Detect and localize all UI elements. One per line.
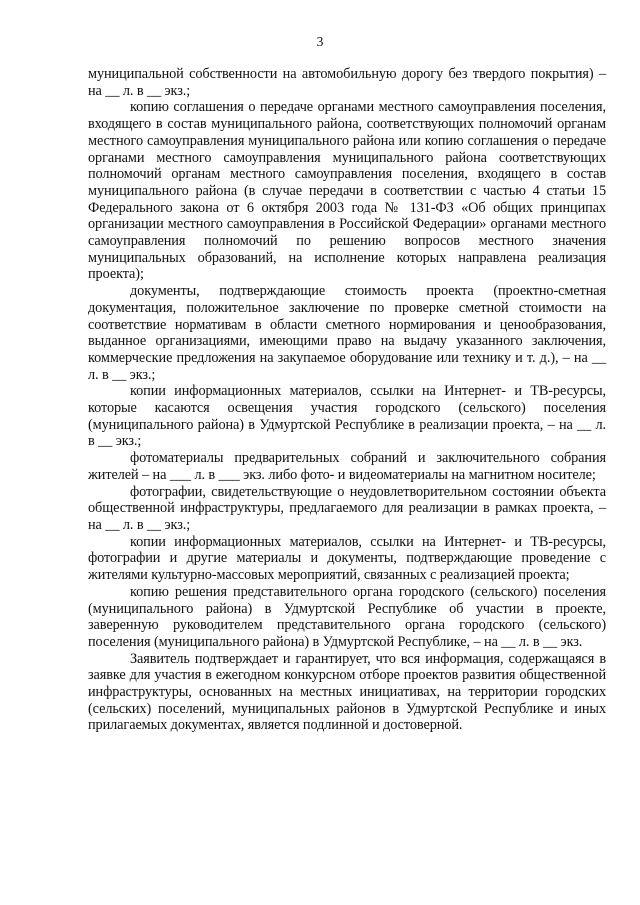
document-body: [88, 66, 606, 734]
paragraph-applicant-guarantee: Заявитель подтверждает и гарантирует, что вся информация, содержащаяся в заявке для участия в ежегодном конкурсном отборе проектов развития общественной инфраструктуры, основанных на местных инициативах, на территории городских (сельских) поселений, муниципальных районов в Удмуртской Республике и иных прилагаемых документах, является подлинной и достоверной.: [88, 650, 606, 734]
paragraph-media-materials: копии информационных материалов, ссылки на Интернет- и ТВ-ресурсы, которые касаются освещения участия городского (сельского) поселения (муниципального района) в Удмуртской Республике в реализации проекта, – на __ л. в __ экз.;: [88, 383, 606, 450]
paragraph-cultural-events: копии информационных материалов, ссылки на Интернет- и ТВ-ресурсы, фотографии и другие материалы и документы, подтверждающие проведение с жителями культурно-массовых мероприятий, связанных с реализацией проекта;: [88, 533, 606, 584]
page-number: 3: [316, 34, 324, 49]
paragraph-cost-documents: документы, подтверждающие стоимость проекта (проектно-сметная документация, положительное заключение по проверке сметной стоимости на соответствие нормативам в области сметного нормирования и ценообразования, выданное организациями, имеющими право на выдачу указанного заключения, коммерческие предложения на закупаемое оборудование или технику и т. д.), – на __ л. в __ экз.;: [88, 283, 606, 383]
paragraph-condition-photos: фотографии, свидетельствующие о неудовлетворительном состоянии объекта общественной инфраструктуры, предлагаемого для реализации в рамках проекта, – на __ л. в __ экз.;: [88, 483, 606, 533]
paragraph-agreement-copy: копию соглашения о передаче органами местного самоуправления поселения, входящего в состав муниципального района, соответствующих полномочий органам местного самоуправления муниципального района или копию соглашения о передаче органами местного самоуправления муниципального района соответствующих полномочий органам местного самоуправления поселения, входящего в состав муниципального района (в случае передачи в соответствии с частью 4 статьи 15 Федерального закона от 6 октября 2003 года № 131-ФЗ «Об общих принципах организации местного самоуправления в Российской Федерации» органами местного самоуправления полномочий по решению вопросов местного значения муниципальных образований, на исполнение которых направлена реализация проекта);: [88, 99, 606, 283]
paragraph-meeting-photos: фотоматериалы предварительных собраний и заключительного собрания жителей – на ___ л. в ___ экз. либо фото- и видеоматериалы на магнитном носителе;: [88, 450, 606, 483]
paragraph-council-decision: копию решения представительного органа городского (сельского) поселения (муниципального района) в Удмуртской Республике об участии в проекте, заверенную руководителем представительного органа городского (сельского) поселения (муниципального района) в Удмуртской Республике, – на __ л. в __ экз.: [88, 583, 606, 650]
paragraph-continuation: муниципальной собственности на автомобильную дорогу без твердого покрытия) – на __ л. в __ экз.;: [88, 66, 606, 99]
